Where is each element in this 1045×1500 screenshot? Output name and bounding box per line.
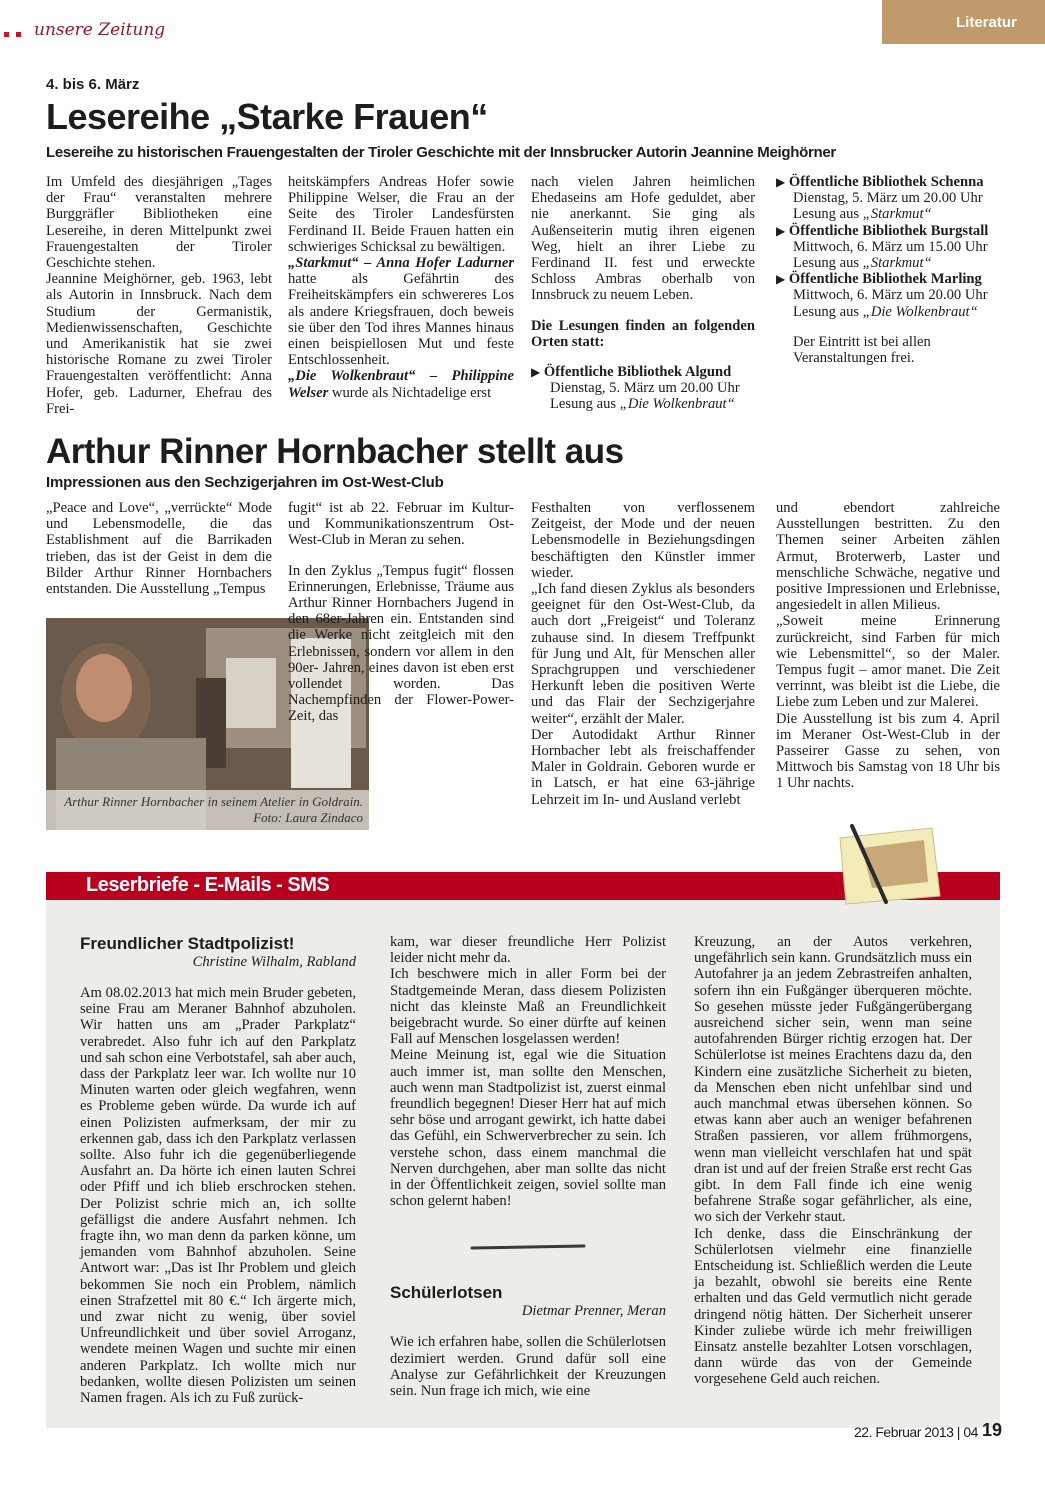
letters-header: Leserbriefe - E-Mails - SMS (46, 872, 1000, 900)
paragraph: fugit“ ist ab 22. Februar im Kultur- und Kommunikationszentrum Ost-West-Club in Meran zu sehen. (288, 500, 514, 549)
letter-body: kam, war dieser freundliche Herr Polizist leider nicht mehr da. Ich beschwere mich in aller Form bei der Stadtgemeinde Meran, dass diesem Polizisten nicht das kleinste Maß an Freundlichkeit beigebracht wurde. So einer dürfte auf keinen Fall auf Menschen losgelassen werden! Meine Meinung ist, egal wie die Situation auch immer ist, man sollte den Menschen, auch wenn man Stadtpolizist ist, zuerst einmal freundlich begegnen! Dieser Herr hat auf mich sehr böse und arrogant gewirkt, ich hatte dabei das Gefühl, ein Schwerverbrecher zu sein. Ich verstehe schon, dass einem manchmal die Nerven durchgehen, aber man sollte das nicht in der Öffentlichkeit zeigen, soviel sollte man schon gelernt haben! (390, 934, 666, 1210)
article-dateline: 4. bis 6. März (46, 76, 140, 93)
paragraph: hatte als Gefährtin des Freiheitskämpfers ein schwereres Los als andere Kriegsfrauen, doch beweis sie über den Tod ihres Mannes hinaus einen beispiellosen Mut und feste Entschlossenheit. (288, 271, 514, 369)
letter-1 (80, 934, 356, 1406)
article1-column-1 (46, 174, 272, 417)
letter-column-3 (694, 934, 972, 1388)
letter-title: Freundlicher Stadtpolizist! (80, 934, 295, 953)
article2-column-1 (46, 500, 272, 597)
event-date: Mittwoch, 6. März um 15.00 Uhr (793, 238, 988, 255)
paragraph: „Peace and Love“, „verrückte“ Mode und Lebensmodelle, die das Establishment auf die Barrikaden trieben, das ist der Geist in dem die Bilder Arthur Rinner Hornbachers entstanden. Die Ausstellung „Tempus (46, 500, 272, 598)
event-reading: Lesung aus (793, 206, 863, 223)
letter-author: Dietmar Prenner, Meran (521, 1303, 666, 1320)
event-place: Öffentliche Bibliothek Marling (788, 271, 982, 288)
triangle-icon: ▶ (776, 175, 786, 189)
event-book: „Die Wolkenbraut“ (619, 396, 735, 413)
event-reading: Lesung aus (550, 396, 620, 413)
event-reading: Lesung aus (793, 303, 863, 320)
paragraph: Im Umfeld des diesjährigen „Tages der Frau“ veranstalten mehrere Burggräfler Bibliotheken eine Lesereihe, in deren Mittelpunkt zwei Frauengestalten der Tiroler Geschichte stehen. (46, 174, 272, 272)
event-item (776, 271, 1000, 320)
header-square-icon (4, 32, 9, 37)
book-title: „Die Wolkenbraut“ – Philippine Welser (288, 368, 514, 401)
events-heading: Die Lesungen finden an folgenden Orten statt: (531, 317, 755, 350)
issue-date: 22. Februar 2013 | 04 (854, 1424, 978, 1440)
event-item (776, 223, 1000, 272)
paragraph: Jeannine Meighörner, geb. 1963, lebt als Autorin in Innsbruck. Nach dem Studium der Germanistik, Medienwissenschaften, Geschichte und Amerikanistik hat sie zwei historische Romane zu zwei Tiroler Frauengestalten veröffentlicht: Anna Hofer, geb. Ladurner, Ehefrau des Frei- (46, 271, 272, 417)
paragraph: heitskämpfers Andreas Hofer sowie Philippine Welser, die Frau an der Seite des Tiroler Landesfürsten Ferdinand II. Beide Frauen hatten ein schwieriges Schicksal zu bewältigen. (288, 174, 514, 255)
article-subtitle: Impressionen aus den Sechzigerjahren im Ost-West-Club (46, 474, 444, 491)
letter-author: Christine Wilhalm, Rabland (192, 954, 356, 970)
article-title: Lesereihe „Starke Frauen“ (46, 96, 488, 137)
section-tab[interactable]: Literatur (882, 0, 1045, 44)
paragraph: wurde als Nichtadelige erst (328, 384, 492, 401)
event-reading: Lesung aus (793, 255, 863, 272)
book-title: „Starkmut“ – Anna Hofer Ladurner (288, 255, 514, 272)
event-item (776, 174, 1000, 223)
event-date: Dienstag, 5. März um 20.00 Uhr (550, 380, 740, 397)
event-book: „Die Wolkenbraut“ (862, 303, 978, 320)
article1-column-3 (531, 174, 755, 413)
pen-divider-icon (468, 1239, 588, 1255)
letter-title: Schülerlotsen (390, 1283, 503, 1303)
triangle-icon: ▶ (531, 365, 541, 380)
article-subtitle: Lesereihe zu historischen Frauengestalten der Tiroler Geschichte mit der Innsbrucker Autorin Jeannine Meighörner (46, 144, 836, 161)
closing-note: Der Eintritt ist bei allen Veranstaltungen frei. (793, 333, 931, 367)
triangle-icon: ▶ (776, 272, 786, 287)
event-place: Öffentliche Bibliothek Algund (543, 364, 732, 381)
envelope-pen-icon (832, 818, 942, 908)
event-date: Mittwoch, 6. März um 20.00 Uhr (793, 287, 988, 304)
event-place: Öffentliche Bibliothek Schenna (788, 174, 984, 190)
article2-column-3: Festhalten von verflossenem Zeitgeist, der Mode und der neuen Lebensmodelle in Beziehungsdingen beschäftigten den Künstler immer wieder. „Ich fand diesen Zyklus als besonders geeignet für den Ost-West-Club, da auch dort „Freigeist“ und Toleranz zuhause sind. In diesem Treffpunkt für Jung und Alt, für Menschen aller Sprachgruppen und verschiedener Herkunft leben die positiven Werte und das Flair der Sechzigerjahre weiter“, erzählt der Maler. Der Autodidakt Arthur Rinner Hornbacher lebt als freischaffender Maler in Goldrain. Geboren wurde er in Latsch, er hat eine 63-jährige Lehrzeit im In- und Ausland verlebt (531, 500, 755, 808)
logo: unsere Zeitung (34, 20, 166, 40)
letter-body: Am 08.02.2013 hat mich mein Bruder gebeten, seine Frau am Meraner Bahnhof abzuholen. Wir hatten uns am „Prader Parkplatz“ verabredet. Also fuhr ich auf den Parkplatz und sah schon eine Verbotstafel, sah aber auch, dass der Parkplatz leer war. Ich wollte nur 10 Minuten warten oder gleich wegfahren, wenn es Probleme geben würde. Da wurde ich auf einen Polizisten aufmerksam, der mir zu erkennen gab, dass ich den Parkplatz verlassen sollte. Also fuhr ich die gegenüberliegende Ausfahrt an. Da hörte ich einen lauten Schrei oder Pfiff und ich blieb erschrocken stehen. Der Polizist schrie mich an, ich sollte gefälligst die andere Ausfahrt nehmen. Ich fragte ihn, wo man denn da parken könne, um jemanden vom Bahnhof abzuholen. Seine Antwort war: „Das ist Ihr Problem und gleich bekommen Sie noch ein Problem, nämlich einen Strafzettel mit 80 €.“ Ich ärgerte mich, und zwar nicht zu wenig, über soviel Unfreundlichkeit und über soviel Arroganz, wendete meinen Wagen und suchte mir einen anderen Parkplatz. Ich wollte mich nur bedanken, wollte diesen Polizisten um seinen Namen fragen. Als ich zu Fuß zurück- (80, 985, 356, 1407)
article-title: Arthur Rinner Hornbacher stellt aus (46, 432, 624, 471)
event-place: Öffentliche Bibliothek Burgstall (788, 222, 989, 239)
letter-body: Wie ich erfahren habe, sollen die Schülerlotsen dezimiert werden. Grund dafür soll eine Analyse zur Gefährlichkeit der Kreuzungen sein. Nun frage ich mich, wie eine (390, 1334, 666, 1400)
event-item (531, 364, 755, 413)
photo-caption: Arthur Rinner Hornbacher in seinem Atelier in Goldrain. Foto: Laura Zindaco (46, 790, 369, 830)
event-book: „Starkmut“ (862, 206, 932, 223)
letter-body: Kreuzung, an der Autos verkehren, ungefährlich sein kann. Grundsätzlich muss ein Autofahrer ja an jedem Zebrastreifen anhalten, sofern ihn ein Fußgänger überqueren möchte. So gesehen müsste jeder Fußgängerübergang ausreichend sicher sein, wenn man seine autofahrenden Bürger richtig erzogen hat. Der Schülerlotse ist meines Erachtens dazu da, den Kindern eine zusätzliche Sicherheit zu bieten, da Menschen eben nicht unfehlbar sind und auch manchmal etwas übersehen können. So etwas kann aber auch an weniger befahrenen Straßen passieren, vor allem frühmorgens, wenn man vielleicht verschlafen hat und spät dran ist und auf der freien Straße erst recht Gas gibt. In dem Fall finde ich eine wenig befahrene Straße sogar gefährlicher, als eine, wo sich der Verkehr staut. Ich denke, dass die Einschränkung der Schülerlotsen vielmehr eine finanzielle Entscheidung ist. Schließlich werden die Leute ja bezahlt, obwohl sie bereits eine Rente erhalten und das Geld vermutlich nicht gerade dringend nötig hätten. Der Sicherheit unserer Kinder zuliebe würde ich mehr freiwilligen Einsatz anstelle bezahlter Lotsen vorschlagen, dann würde das von der Gemeinde vorgesehene Geld auch reichen. (694, 934, 972, 1388)
letter-column-2 (390, 934, 666, 1399)
triangle-icon: ▶ (776, 223, 786, 238)
page-number: 19 (982, 1420, 1003, 1440)
article1-column-4 (776, 174, 1000, 366)
article1-column-2 (288, 174, 514, 401)
event-book: „Starkmut“ (862, 255, 932, 272)
paragraph: In den Zyklus „Tempus fugit“ flossen Erinnerungen, Erlebnisse, Träume aus Arthur Rinner Hornbachers Jugend in den 68er-Jahren ein. Entstanden sind die Werke nicht zeitgleich mit den Erlebnissen, sondern vor allem in den 90er- Jahren, eines davon ist eben erst vollendet worden. Das Nachempfinden der Flower-Power-Zeit, das (288, 562, 514, 725)
article2-column-4: und ebendort zahlreiche Ausstellungen bestritten. Zu den Themen seiner Arbeiten zählen Armut, Broterwerb, Laster und menschliche Schwäche, negative und positive Impressionen und Erlebnisse, angesiedelt in allen Milieus. „Soweit meine Erinnerung zurückreicht, sind Farben für mich wie Lebensmittel“, so der Maler. Tempus fugit – amor manet. Die Zeit verrinnt, was bleibt ist die Liebe, die Liebe zum Leben und zur Malerei. Die Ausstellung ist bis zum 4. April im Meraner Ost-West-Club in der Passeirer Gasse zu sehen, von Mittwoch bis Samstag von 18 Uhr bis 1 Uhr nachts. (776, 500, 1000, 792)
header-square-icon (16, 32, 21, 37)
paragraph: nach vielen Jahren heimlichen Ehedaseins am Hofe geduldet, aber nie anerkannt. Sie ging als Außenseiterin mutig ihren eigenen Weg, hielt an ihrer Liebe zu Ferdinand II. fest und erweckte Schloss Ambras oberhalb von Innsbruck zu neuem Leben. (531, 174, 755, 304)
event-date: Dienstag, 5. März um 20.00 Uhr (793, 190, 983, 207)
article2-column-2 (288, 500, 514, 725)
